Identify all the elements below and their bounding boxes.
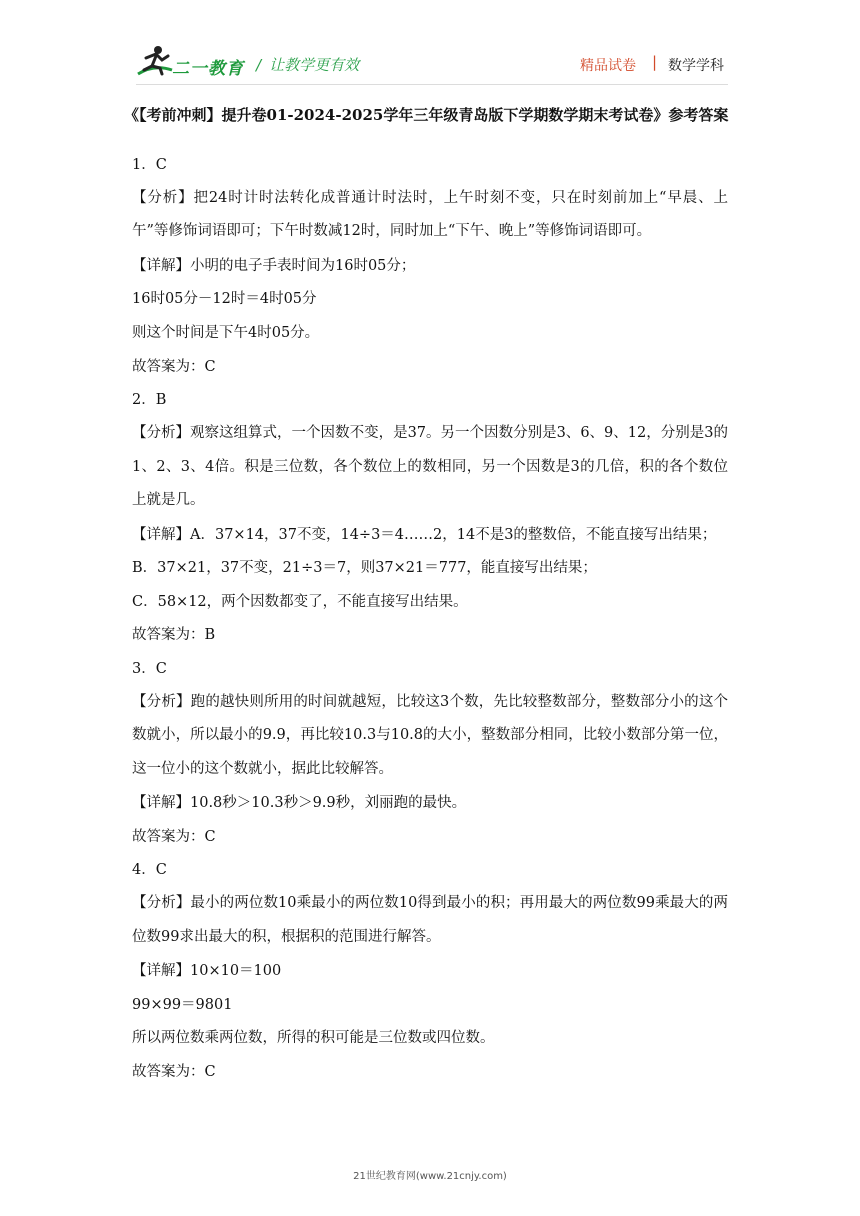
answer-line: B．37×21，37不变，21÷3＝7，则37×21＝777，能直接写出结果； — [132, 560, 597, 577]
logo-text: 二一教育 — [172, 59, 244, 79]
page-footer: 21世纪教育网(www.21cnjy.com) — [353, 1171, 507, 1182]
answer-line: 【详解】10.8秒＞10.3秒＞9.9秒，刘丽跑的最快。 — [132, 795, 467, 812]
answer-line: 所以两位数乘两位数，所得的积可能是三位数或四位数。 — [132, 1030, 495, 1047]
tag-subject: 数学学科 — [668, 58, 724, 74]
answer-line: 故答案为：B — [132, 627, 216, 644]
runner-logo-icon — [136, 44, 176, 80]
answer-line: 【详解】A．37×14，37不变，14÷3＝4……2，14不是3的整数倍，不能直接写出结果； — [132, 526, 717, 543]
logo — [136, 44, 246, 84]
slogan — [256, 54, 359, 75]
answer-line: 故答案为：C — [132, 828, 216, 845]
analysis-paragraph: 【分析】把24时计时法转化成普通计时法时，上午时刻不变，只在时刻前加上“早晨、上午”等修饰词语即可；下午时数减12时，同时加上“下午、晚上”等修饰词语即可。 — [132, 189, 728, 240]
tag-separator: | — [652, 53, 658, 71]
analysis-paragraph: 【分析】跑的越快则所用的时间就越短，比较这3个数，先比较整数部分，整数部分小的这个数就小，所以最小的9.9，再比较10.3与10.8的大小，整数部分相同，比较小数部分第一位，这一位小的这个数就小，据此比较解答。 — [132, 693, 728, 777]
answer-line: C．58×12，两个因数都变了，不能直接写出结果。 — [132, 593, 468, 610]
answer-line: 则这个时间是下午4时05分。 — [132, 324, 320, 341]
answer-line: 故答案为：C — [132, 1064, 216, 1081]
analysis-paragraph: 【分析】最小的两位数10乘最小的两位数10得到最小的积；再用最大的两位数99乘最大的两位数99求出最大的积，根据积的范围进行解答。 — [132, 895, 728, 945]
tag-premium-paper: 精品试卷 — [580, 58, 636, 74]
document-title: 《【考前冲刺】提升卷01-2024-2025学年三年级青岛版下学期数学期末考试卷》参考答案 — [124, 106, 729, 124]
answer-line: 3．C — [132, 660, 167, 677]
answer-line: 故答案为：C — [132, 358, 216, 375]
answer-line: 【详解】10×10＝100 — [132, 963, 282, 980]
answer-content — [132, 155, 728, 1096]
answer-line: 99×99＝9801 — [132, 996, 233, 1013]
header-divider — [136, 84, 728, 85]
slogan-slash: / — [256, 56, 262, 74]
answer-line: 4．C — [132, 862, 167, 879]
answer-line: 16时05分－12时＝4时05分 — [132, 291, 317, 308]
slogan-text: 让教学更有效 — [269, 56, 360, 74]
page-header — [0, 0, 860, 90]
answer-line: 【详解】小明的电子手表时间为16时05分； — [132, 257, 416, 274]
answer-line: 2．B — [132, 392, 167, 409]
analysis-paragraph: 【分析】观察这组算式，一个因数不变，是37。另一个因数分别是3、6、9、12，分别是3的1、2、3、4倍。积是三位数，各个数位上的数相同，另一个因数是3的几倍，积的各个数位上就是几。 — [132, 424, 728, 509]
answer-line: 1．C — [132, 157, 167, 173]
